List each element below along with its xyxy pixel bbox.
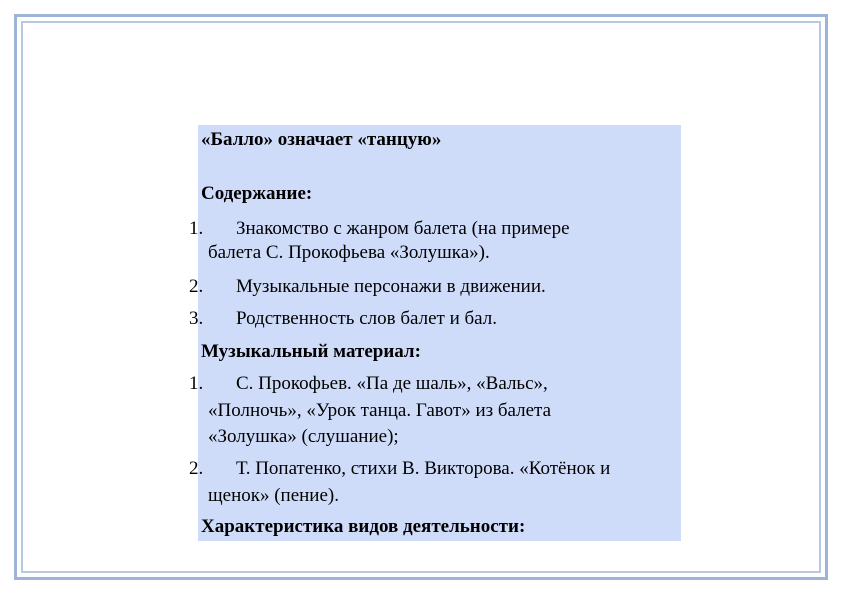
- material-heading: Музыкальный материал:: [201, 341, 421, 362]
- content-item-2-line-1: Музыкальные персонажи в движении.: [236, 276, 546, 297]
- content-item-3-number: 3.: [189, 308, 204, 329]
- material-item-2-line-1: Т. Попатенко, стихи В. Викторова. «Котёнок и: [236, 458, 611, 479]
- material-item-1-number: 1.: [189, 373, 204, 394]
- content-item-2-number: 2.: [189, 276, 204, 297]
- content-item-3-line-1: Родственность слов балет и бал.: [236, 308, 497, 329]
- slide-title: «Балло» означает «танцую»: [201, 129, 442, 150]
- content-item-1-number: 1.: [189, 218, 204, 239]
- content-heading: Содержание:: [201, 183, 313, 204]
- material-item-2-line-2: щенок» (пение).: [208, 485, 339, 506]
- content-item-1-line-2: балета С. Прокофьева «Золушка»).: [208, 242, 490, 263]
- material-item-1-line-2: «Полночь», «Урок танца. Гавот» из балета: [208, 400, 552, 421]
- material-item-1-line-1: С. Прокофьев. «Па де шаль», «Вальс»,: [236, 373, 548, 394]
- material-item-2-number: 2.: [189, 458, 204, 479]
- content-item-1-line-1: Знакомство с жанром балета (на примере: [236, 218, 570, 239]
- material-item-1-line-3: «Золушка» (слушание);: [208, 426, 399, 447]
- activity-heading: Характеристика видов деятельности:: [201, 516, 526, 537]
